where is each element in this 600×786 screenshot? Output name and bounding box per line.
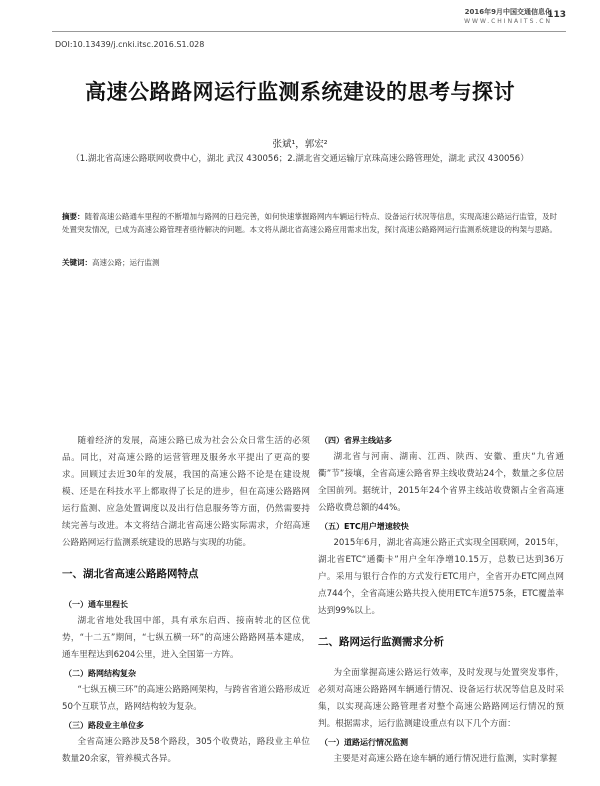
header-divider <box>52 31 566 32</box>
subsection-heading-6: （一）道路运行情况监测 <box>320 738 408 747</box>
subsection-heading-1: （一）通车里程长 <box>64 600 128 609</box>
subsection-paragraph-3: 全省高速公路涉及58个路段，305个收费站，路段业主单位数量20余家，管养模式各异。 <box>62 737 310 764</box>
subsection-heading-4: （四）省界主线站多 <box>320 436 392 445</box>
intro-paragraph: 随着经济的发展，高速公路已成为社会公众日常生活的必须品。同比，对高速公路的运营管理及服务水平提出了更高的要求。回顾过去近30年的发展，我国的高速公路不论是在建设规模、还是在科技水平上都取得了长足的进步，但在高速公路路网运行监测、应急处置调度以及出行信息服务等方面，仍然需要持续完善与改进。本文将结合湖北省高速公路实际需求，介绍高速公路路网运行监测系统建设的思路与实现的功能。 <box>62 436 310 548</box>
journal-site: WWW.CHINAITS.CN <box>464 18 552 25</box>
subsection-paragraph-6: 主要是对高速公路在途车辆的通行情况进行监测，实时掌握 <box>333 754 557 764</box>
keywords-label: 关键词： <box>62 258 92 267</box>
left-column <box>62 433 310 768</box>
subsection-paragraph-5: 2015年6月，湖北省高速公路正式实现全国联网，2015年，湖北省ETC“通衢卡”用户全年净增10.15万，总数已达到36万户。采用与银行合作的方式发行ETC用户，全省开办ETC网点网点744个，全省高速公路共投入使用ETC车道575条，ETC覆盖率达到99%以上。 <box>318 538 564 616</box>
subsection-paragraph-4: 湖北省与河南、湖南、江西、陕西、安徽、重庆“九省通衢”节”接壤，全省高速公路省界主线收费站24个，数量之多位居全国前列。据统计，2015年24个省界主线站收费额占全省高速公路收费总额的44%。 <box>318 452 564 513</box>
subsection-paragraph-1: 湖北省地处我国中部，具有承东启西、接南转北的区位优势，“十二五”期间，“七纵五横一环”的高速公路路网基本建成，通车里程达到6204公里，进入全国第一方阵。 <box>62 616 310 660</box>
keywords <box>62 257 558 268</box>
abstract-text: 随着高速公路通车里程的不断增加与路网的日趋完善，如何快速掌握路网内车辆运行特点、设备运行状况等信息，实现高速公路运行监管，及时处置突发情况，已成为高速公路管理者亟待解决的问题。本文将从湖北省高速公路应用需求出发，探讨高速公路路网运行监测系统建设的构架与思路。 <box>62 212 557 234</box>
section-heading-1: 一、湖北省高速公路路网特点 <box>62 568 199 580</box>
right-column <box>318 433 564 768</box>
subsection-paragraph-2: “七纵五横三环”的高速公路路网架构，与跨省省道公路形成近50个互联节点，路网结构较为复杂。 <box>62 685 310 712</box>
subsection-heading-3: （三）路段业主单位多 <box>64 721 144 730</box>
doi-label: DOI:10.13439/j.cnki.itsc.2016.S1.028 <box>55 40 205 49</box>
subsection-heading-2: （二）路网结构复杂 <box>64 669 136 678</box>
running-header <box>464 8 552 26</box>
keywords-text: 高速公路；运行监测 <box>92 258 160 267</box>
section-paragraph-2: 为全面掌握高速公路运行效率，及时发现与处置突发事件，必须对高速公路路网车辆通行情况、设备运行状况等信息及时采集，以实现高速公路管理者对整个高速公路路网运行情况的预判。根据需求，运行监测建设重点有以下几个方面： <box>318 668 564 729</box>
abstract <box>62 210 558 236</box>
abstract-label: 摘要： <box>62 212 85 221</box>
article-title: 高速公路路网运行监测系统建设的思考与探讨 <box>85 79 515 104</box>
section-heading-2: 二、路网运行监测需求分析 <box>318 636 444 648</box>
journal-name: 2016年9月中国交通信息化 <box>464 8 552 16</box>
page-number: 113 <box>547 10 566 20</box>
author-affiliations: （1.湖北省高速公路联网收费中心，湖北 武汉 430056；2.湖北省交通运输厅京珠高速公路管理处，湖北 武汉 430056） <box>71 154 529 164</box>
subsection-heading-5: （五）ETC用户增速较快 <box>320 522 409 531</box>
author-list: 张斌¹，郭宏² <box>272 139 328 150</box>
